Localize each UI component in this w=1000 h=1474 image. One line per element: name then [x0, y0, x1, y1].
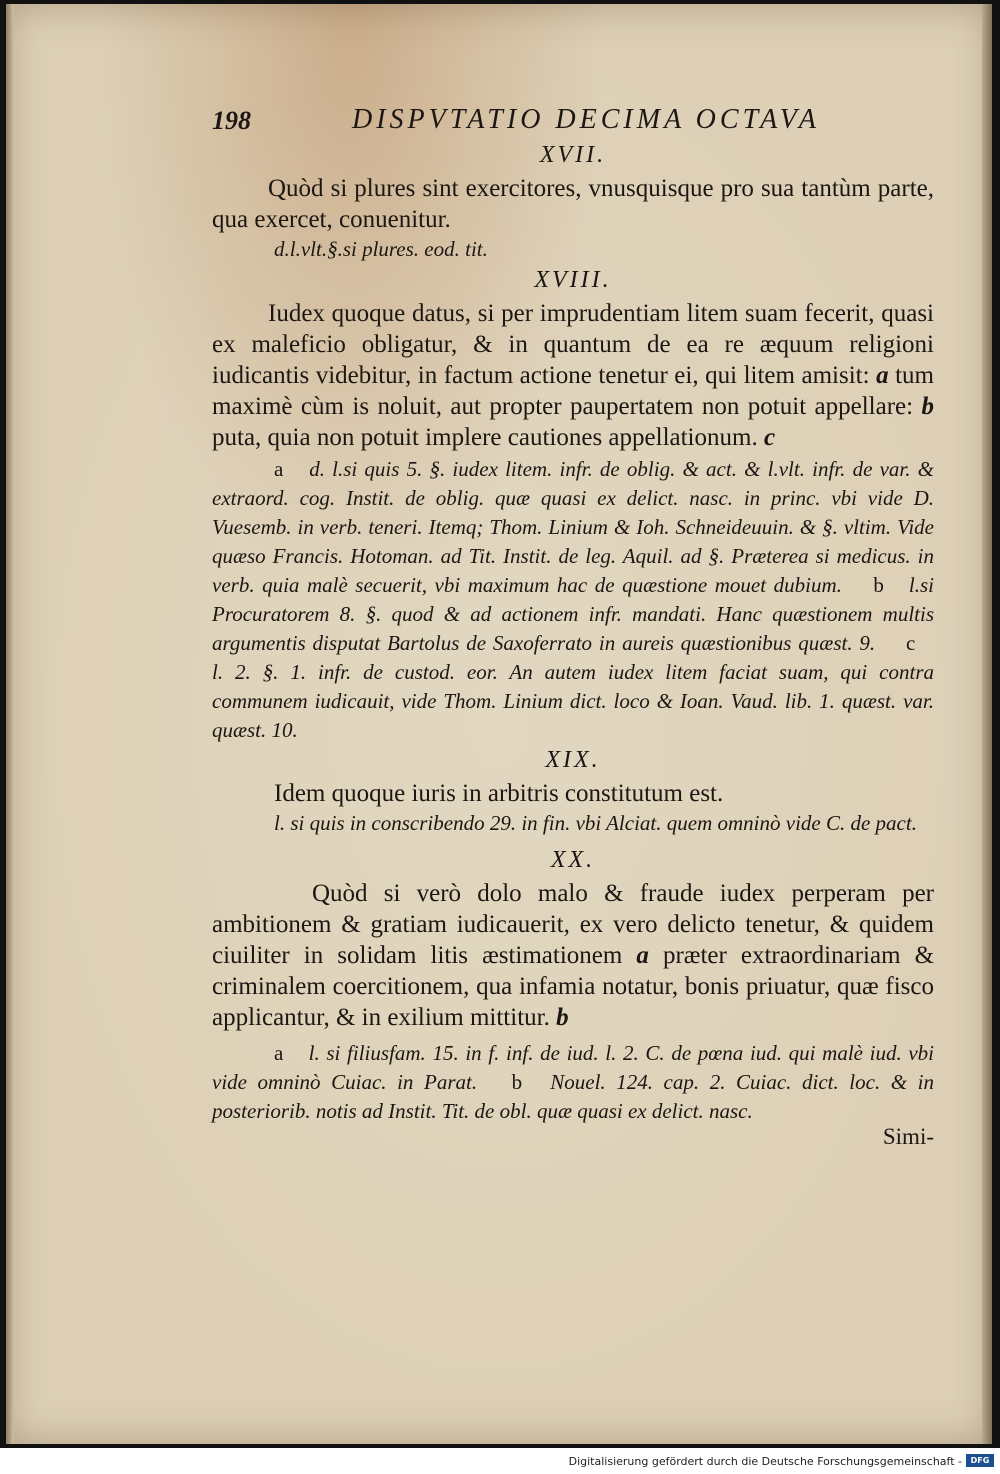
citation-17: d.l.vlt.§.si plures. eod. tit.	[274, 237, 488, 261]
digitization-footer	[0, 1448, 1000, 1474]
footnotes-18	[212, 455, 934, 745]
section-numeral-19: XIX.	[545, 747, 601, 773]
footer-credit: Digitalisierung gefördert durch die Deutsche Forschungsgemeinschaft -	[568, 1455, 962, 1468]
footnote-c: l. 2. §. 1. infr. de custod. eor. An autem iudex litem faciat suam, qui contra communem iudicauit, vide Thom. Linium dict. loco & Ioan. Vaud. lib. 1. quæst. var. quæst. 10.	[212, 660, 934, 742]
note-marker-b: b	[921, 393, 934, 420]
section-text-18: Iudex quoque datus, si per imprudentiam litem suam fecerit, quasi ex maleficio obligatur, & in quantum de ea re æquum religioni iudicantis videbitur, in factum actione tenetur ei, qui litem amisit: a tum maximè cùm is noluit, aut propter paupertatem non potuit appellare: b puta, quia non potuit implere cautiones appellationum. c	[212, 300, 935, 451]
section-text-17: Quòd si plures sint exercitores, vnusquisque pro sua tantùm parte, qua exercet, conuenitur.	[212, 175, 934, 233]
footnote-marker-b: b	[873, 573, 884, 597]
page-number: 198	[212, 106, 251, 135]
book-page	[6, 4, 992, 1444]
note-marker-a: a	[876, 362, 889, 389]
footnote-marker-a: a	[274, 457, 284, 481]
section-numeral-17: XVII.	[539, 142, 607, 168]
page-gutter-shadow	[6, 4, 14, 1444]
section-text-19: Idem quoque iuris in arbitris constitutum est.	[274, 780, 724, 807]
running-title: DISPVTATIO DECIMA OCTAVA	[352, 104, 820, 135]
footnote-marker-b: b	[511, 1070, 523, 1094]
page-content	[212, 100, 934, 1150]
footnote-marker-a: a	[274, 1041, 284, 1065]
citation-19: l. si quis in conscribendo 29. in fin. vbi Alciat. quem omninò vide C. de pact.	[274, 811, 917, 835]
note-marker-b: b	[556, 1004, 569, 1031]
catchword: Simi-	[882, 1124, 934, 1149]
footnotes-20	[212, 1039, 934, 1126]
footnote-a: d. l.si quis 5. §. iudex litem. infr. de oblig. & act. & l.vlt. infr. de var. & extraord. cog. Instit. de oblig. quæ quasi ex delict. nasc. in princ. vbi vide D. Vuesemb. in verb. teneri. Itemq; Thom. Linium & Ioh. Schneideuuin. & §. vltim. Vide quæso Francis. Hotoman. ad Tit. Instit. de leg. Aquil. ad §. Præterea si medicus. in verb. quia malè secuerit, vbi maximum hac de quæstione mouet dubium.	[212, 457, 934, 597]
footnote-marker-c: c	[906, 631, 916, 655]
footnote-b: Nouel. 124. cap. 2. Cuiac. dict. loc. & in posteriorib. notis ad Instit. Tit. de obl. quæ quasi ex delict. nasc.	[212, 1070, 935, 1123]
running-head	[212, 100, 934, 140]
dfg-logo-icon: DFG	[966, 1454, 994, 1467]
note-marker-c: c	[763, 424, 776, 451]
section-numeral-18: XVIII.	[534, 267, 612, 293]
note-marker-a: a	[636, 942, 649, 969]
page-edge	[982, 4, 992, 1444]
footnote-b: l.si Procuratorem 8. §. quod & ad actionem infr. mandati. Hanc quæstionem multis argumentis disputat Bartolus de Saxoferrato in aureis quæstionibus quæst. 9.	[212, 573, 935, 655]
section-numeral-20: XX.	[550, 847, 596, 873]
footnote-a: l. si filiusfam. 15. in f. inf. de iud. l. 2. C. de pœna iud. qui malè iud. vbi vide omninò Cuiac. in Parat.	[212, 1041, 935, 1094]
section-text-20: Quòd si verò dolo malo & fraude iudex perperam per ambitionem & gratiam iudicauerit, ex vero delicto tenetur, & quidem ciuiliter in solidam litis æstimationem a præter extraordinariam & criminalem coercitionem, qua infamia notatur, bonis priuatur, quæ fisco applicantur, & in exilium mittitur. b	[212, 880, 935, 1031]
